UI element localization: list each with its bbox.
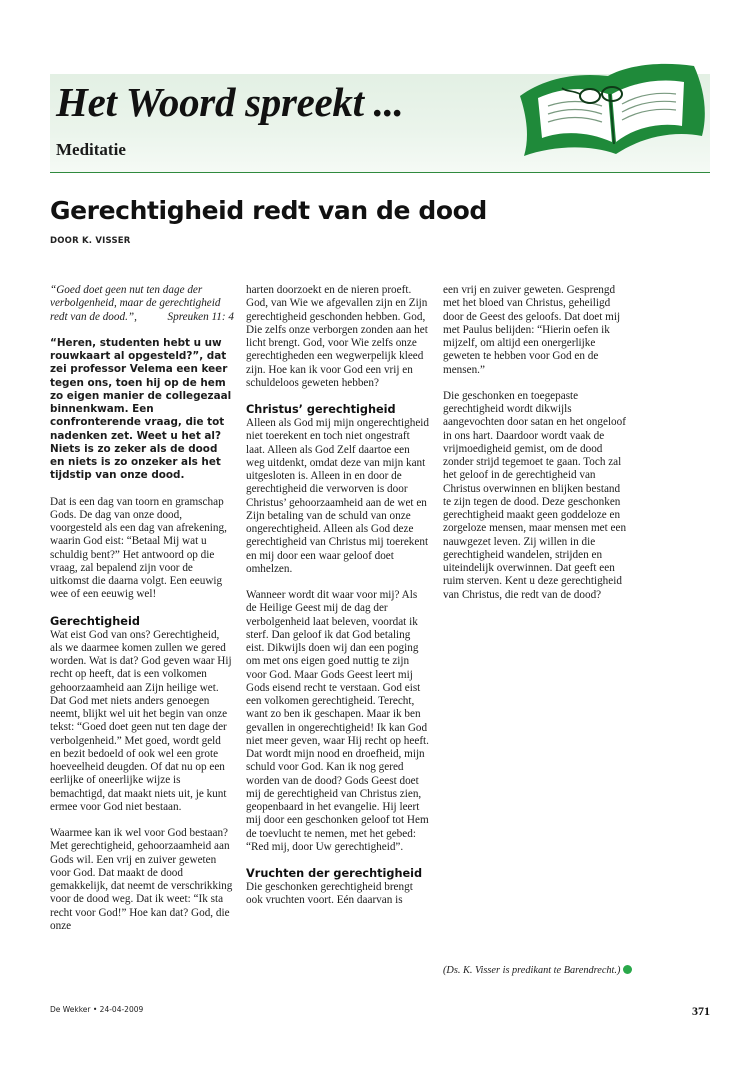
paragraph: Wat eist God van ons? Gerechtigheid, als we daarmee komen zullen we gered worden. Wat is dat? God geven waar Hij recht op heeft, dat is een volkomen gehoorzaamheid aan Zijn heilige wet. bbox=[50, 628, 232, 694]
author-note bbox=[443, 965, 627, 976]
epigraph-text: “Goed doet geen nut ten dage der verbolgenheid, maar de gerechtigheid redt van de dood.”, bbox=[50, 284, 221, 323]
paragraph: Wanneer wordt dit waar voor mij? Als de Heilige Geest mij de dag der verbolgenheid laat beleven, voordat ik sterf. Dan geloof ik dat God betaling eist. Dikwijls doen wij dan een poging om met ons eigen goed nuttig te zijn voor God. Maar Gods Geest leert mij Gods eisend recht te verstaan. God eist een volkomen gerechtigheid. Terecht, want zo ben ik geschapen. Maar ik ben gevallen in ongerechtigheid! Ik kan God niet meer geven, waar Hij recht op heeft. Dat wordt mijn nood en droefheid, mijn schuld voor God. Kan ik nog gered worden van de dood? Gods Geest doet mij de gerechtigheid van Christus zien, geopenbaard in het evangelie. Hij leert mij door een geschonken geloof tot Hem de toevlucht te nemen, met het gebed: “Red mij, door Uw gerechtigheid”. bbox=[246, 589, 429, 853]
epigraph-source: Spreuken 11: 4 bbox=[167, 310, 234, 323]
paragraph: Die geschonken en toegepaste gerechtigheid wordt dikwijls aangevochten door satan en het ongeloof in ons hart. Daardoor wordt vaak de vrijmoedigheid gemist, om de dood zonder strijd tegemoet te gaan. Toch zal het geloof in de gerechtigheid van Christus overwinnen en blijken bestand te zijn tegen de dood. Deze geschonken gerechtigheid maakt geen goddeloze en zorgeloze mensen, maar mensen met een nauwgezet leven. Zij willen in die gerechtigheid wandelen, strijden en uiteindelijk overwinnen. Dat geeft een ruim sterven. Kent u deze gerechtigheid van Christus, die redt van de dood? bbox=[443, 389, 627, 601]
subheading-gerechtigheid: Gerechtigheid bbox=[50, 614, 140, 628]
paragraph: harten doorzoekt en de nieren proeft. God, van Wie we afgevallen zijn en Zijn gerechtigheid geschonden hebben. God, Die zelfs onze verborgen zonden aan het licht brengt. God, voor Wie zelfs onze gerechtigheden een wegwerpelijk kleed zijn. Hoe kan ik voor God een vrij en schuldeloos geweten hebben? bbox=[246, 284, 428, 389]
subheading-vruchten: Vruchten der gerechtigheid bbox=[246, 867, 423, 880]
lead-paragraph: “Heren, studenten hebt u uw rouwkaart al opgesteld?”, dat zei professor Velema een keer tegen ons, toen hij op de hem zo eigen manier de collegezaal binnenkwam. Een confronterende vraag, die tot nadenken zet. Weet u het al? Niets is zo zeker als de dood en niets is zo onzeker als het tijdstip van onze dood. bbox=[50, 336, 232, 482]
paragraph: Dat is een dag van toorn en gramschap Gods. De dag van onze dood, voorgesteld als een dag van afrekening, waarin God eist: “Betaal Mij wat u schuldig bent?” Het antwoord op die vraag, zal bepalend zijn voor de uitkomst die daarna volgt. Een eeuwig wee of een eeuwig wel! bbox=[50, 495, 227, 601]
paragraph: een vrij en zuiver geweten. Gesprengd met het bloed van Christus, geheiligd door de Geest des geloofs. Dat doet mij met Paulus belijden: “Hierin oefen ik mijzelf, om altijd een onergerlijke geweten te hebben voor God en de mensen.” bbox=[443, 284, 621, 376]
paragraph: Waarmee kan ik wel voor God bestaan? Met gerechtigheid, gehoorzaamheid aan Gods wil. Een vrij en zuiver geweten voor God. Dat maakt de dood gemakkelijk, dat neemt de verschrikking voor de dood weg. Dat ik weet: “Ik sta recht voor God!” Hoe kan dat? God, die onze bbox=[50, 827, 233, 932]
column-3 bbox=[443, 284, 627, 615]
article-title: Gerechtigheid redt van de dood bbox=[50, 196, 487, 225]
column-1 bbox=[50, 284, 234, 946]
open-book-icon bbox=[512, 58, 712, 163]
paragraph: Alleen als God mij mijn ongerechtigheid niet toerekent en toch niet ongestraft laat. Alleen als God Zelf daartoe een weg uitdenkt, omdat deze van mijn kant uitgesloten is. Alleen in en door de gerechtigheid die verworven is door Christus’ gehoorzaamheid aan de wet en Zijn betaling van de schuld van onze ongerechtigheid. Alleen als God deze gerechtigheid van Christus mij toerekent en mij door een waar geloof doet omhelzen. bbox=[246, 417, 429, 575]
subheading-christus-gerechtigheid: Christus’ gerechtigheid bbox=[246, 403, 396, 416]
end-mark-icon bbox=[623, 965, 632, 974]
section-title: Het Woord spreekt ... bbox=[56, 79, 404, 125]
section-subtitle: Meditatie bbox=[56, 140, 126, 159]
byline: DOOR K. VISSER bbox=[50, 236, 131, 246]
column-2 bbox=[246, 284, 430, 921]
paragraph: Die geschonken gerechtigheid brengt ook vruchten voort. Eén daarvan is bbox=[246, 881, 413, 907]
page-number: 371 bbox=[692, 1004, 710, 1018]
footer-publication: De Wekker • 24-04-2009 bbox=[50, 1005, 144, 1014]
author-note-text: (Ds. K. Visser is predikant te Barendrecht.) bbox=[443, 965, 621, 976]
epigraph bbox=[50, 284, 234, 324]
paragraph: Dat God met niets anders genoegen neemt, blijkt wel uit het begin van onze tekst: “Goed doet geen nut ten dage der verbolgenheid.” Met goed, wordt geld en bezit bedoeld of ook wel een grote hoeveelheid deugden. Of dat nu op een eerlijke of oneerlijke wijze is bemachtigd, dat maakt niets uit, je kunt ermee voor God niet bestaan. bbox=[50, 694, 228, 813]
